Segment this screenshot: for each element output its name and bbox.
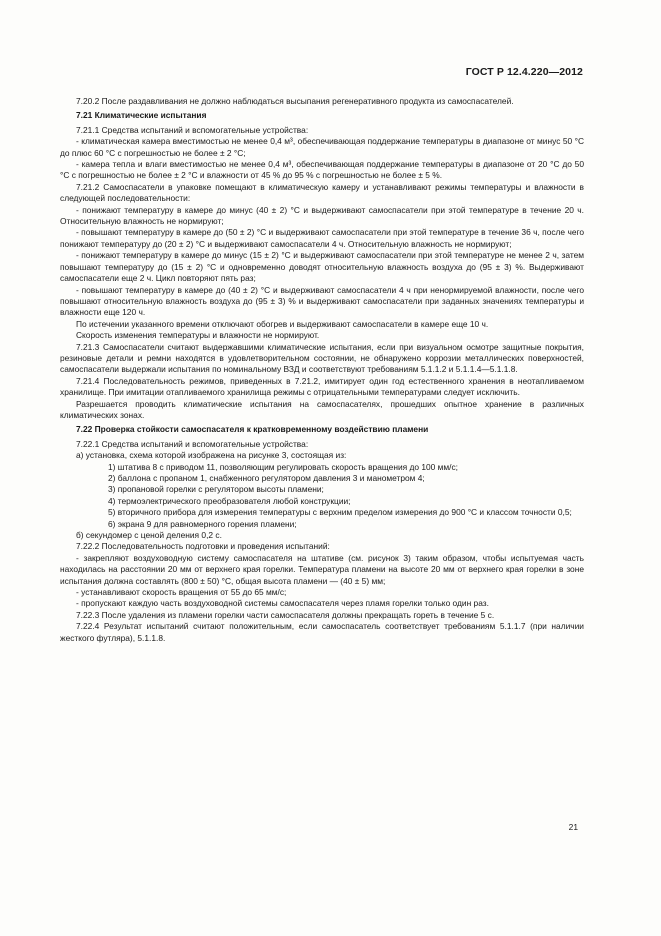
- paragraph: Скорость изменения температуры и влажности не нормируют.: [76, 330, 320, 341]
- sublist-item: 3) пропановой горелки с регулятором высоты пламени;: [108, 484, 324, 495]
- list-item: - пропускают каждую часть воздуховодной системы самоспасателя через пламя горелки только один раз.: [76, 598, 489, 609]
- paragraph-7-22-1: 7.22.1 Средства испытаний и вспомогательные устройства:: [76, 438, 309, 449]
- list-item: - повышают температуру в камере до (50 ± 2) °С и выдерживают самоспасатели при этой температуре в течение 36 ч, после чего понижают температуру до (20 ± 2) °С и выдерживают самоспасатели 4 ч. Относительную влажность не нормируют;: [60, 227, 584, 249]
- paragraph-7-22-4: 7.22.4 Результат испытаний считают положительным, если самоспасатель соответствует требованиям 5.1.1.7 (при наличии жесткого футляра), 5.1.1.8.: [60, 621, 584, 643]
- list-item-a: а) установка, схема которой изображена на рисунке 3, состоящая из:: [76, 450, 347, 461]
- paragraph-7-21-3: 7.21.3 Самоспасатели считают выдержавшими климатические испытания, если при визуальном осмотре защитные покрытия, резиновые детали и ремни находятся в удовлетворительном состоянии, не обнаружено коррозии металлических поверхностей, самоспасатели выдержали испытания по номинальному ВЗД и соответствуют требованиям 5.1.1.2 и 5.1.1.4—5.1.1.8.: [60, 341, 584, 375]
- list-item: - камера тепла и влаги вместимостью не менее 0,4 м³, обеспечивающая поддержание температуры в диапазоне от 20 °С до 50 °С с погрешностью не более ± 2 °С и влажности от 45 % до 95 % с погрешностью не более ± 5 %.: [60, 159, 584, 181]
- page-number: 21: [568, 822, 578, 832]
- list-item: - повышают температуру в камере до (40 ± 2) °С и выдерживают самоспасатели 4 ч при ненормируемой влажности, после чего повышают относительную влажность воздуха до (95 ± 3) % и выдерживают самоспасатели при заданных значениях температуры и влажности еще 120 ч.: [60, 284, 584, 318]
- sublist-item: 6) экрана 9 для равномерного горения пламени;: [108, 518, 297, 529]
- sublist-item: 1) штатива 8 с приводом 11, позволяющим регулировать скорость вращения до 100 мм/с;: [108, 461, 459, 472]
- list-item: - понижают температуру в камере до минус (15 ± 2) °С и выдерживают самоспасатели при этой температуре не менее 2 ч, затем повышают температуру до (15 ± 2) °С и одновременно доводят относительную влажность воздуха до (95 ± 3) %. Выдерживают самоспасатели еще 2 ч. Цикл повторяют пять раз;: [60, 250, 584, 284]
- section-heading-7-21: 7.21 Климатические испытания: [76, 110, 207, 121]
- paragraph-7-22-3: 7.22.3 После удаления из пламени горелки части самоспасателя должны прекращать гореть в течение 5 с.: [76, 609, 495, 620]
- sublist-item: 2) баллона с пропаном 1, снабженного регулятором давления 3 и манометром 4;: [108, 473, 425, 483]
- list-item-b: б) секундомер с ценой деления 0,2 с.: [76, 530, 222, 541]
- document-body: [60, 96, 584, 644]
- section-heading-7-22: 7.22 Проверка стойкости самоспасателя к кратковременному воздействию пламени: [76, 424, 429, 435]
- sublist-item: 4) термоэлектрического преобразователя любой конструкции;: [108, 495, 351, 506]
- list-item: - закрепляют воздуховодную систему самоспасателя на штативе (см. рисунок 3) таким образом, чтобы испытуемая часть находилась на расстоянии 20 мм от верхнего края горелки. Температура пламени на высоте 20 мм от верхнего края горелки в зоне испытания должна составлять (800 ± 50) °С, общая высота пламени — (40 ± 5) мм;: [60, 552, 584, 586]
- paragraph-7-22-2: 7.22.2 Последовательность подготовки и проведения испытаний:: [76, 541, 330, 552]
- list-item: - климатическая камера вместимостью не менее 0,4 м³, обеспечивающая поддержание температуры в диапазоне от минус 50 °С до плюс 60 °С с погрешностью не более ± 2 °С;: [60, 136, 584, 158]
- paragraph-7-21-1: 7.21.1 Средства испытаний и вспомогательные устройства:: [76, 124, 309, 135]
- list-item: - понижают температуру в камере до минус (40 ± 2) °С и выдерживают самоспасатели при этой температуре в течение 20 ч. Относительную влажность не нормируют;: [60, 204, 584, 227]
- list-item: - устанавливают скорость вращения от 55 до 65 мм/с;: [76, 587, 287, 598]
- paragraph: По истечении указанного времени отключают обогрев и выдерживают самоспасатели в камере еще 10 ч.: [76, 318, 489, 329]
- paragraph: Разрешается проводить климатические испытания на самоспасателях, прошедших опытное хранение в различных климатических зонах.: [60, 398, 584, 420]
- paragraph-7-20-2: 7.20.2 После раздавливания не должно наблюдаться высыпания регенеративного продукта из самоспасателей.: [76, 96, 514, 106]
- paragraph-7-21-2: 7.21.2 Самоспасатели в упаковке помещают в климатическую камеру и устанавливают режимы температуры и влажности в следующей последовательности:: [60, 181, 584, 204]
- standard-header: ГОСТ Р 12.4.220—2012: [465, 66, 583, 78]
- paragraph-7-21-4: 7.21.4 Последовательность режимов, приведенных в 7.21.2, имитирует один год естественного хранения в неотапливаемом хранилище. При имитации отапливаемого хранилища режимы с отрицательными температурами следует исключить.: [60, 375, 584, 398]
- sublist-item: 5) вторичного прибора для измерения температуры с верхним пределом измерения до 900 °С и классом точности 0,5;: [108, 507, 572, 518]
